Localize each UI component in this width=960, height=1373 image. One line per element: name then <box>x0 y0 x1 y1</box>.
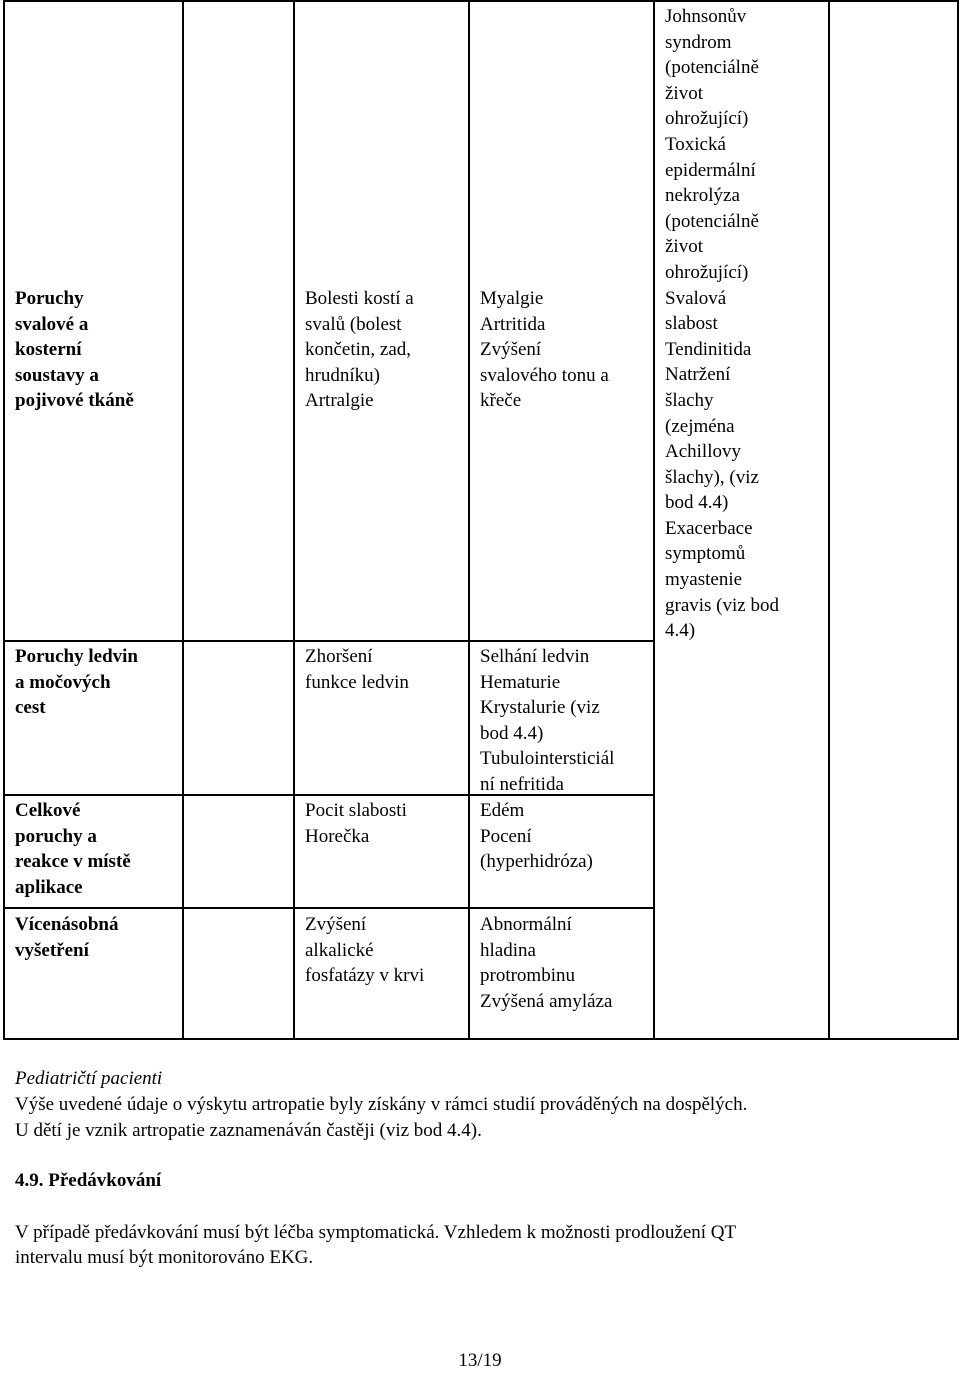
pediatric-line-1: Výše uvedené údaje o výskytu artropatie byly získány v rámci studií prováděných na dospělých. <box>15 1094 748 1115</box>
row-investigations-col2: Abnormální hladina protrombinu Zvýšená amyláza <box>480 914 613 1012</box>
col3-rare-effects: Johnsonův syndrom (potenciálně život ohrožující) Toxická epidermální nekrolýza (potenciálně život ohrožující) Svalová slabost Tendinitida Natržení šlachy (zejména Achillovy šlachy), (viz bod 4.4) Exacerbace symptomů myastenie gravis (viz bod 4.4) <box>665 6 779 642</box>
pediatric-line-2: U dětí je vznik artropatie zaznamenáván častěji (viz bod 4.4). <box>15 1120 482 1141</box>
class-general: Celkové poruchy a reakce v místě aplikace <box>15 800 131 898</box>
class-renal: Poruchy ledvin a močových cest <box>15 646 138 719</box>
row-investigations-col1: Zvýšení alkalické fosfatázy v krvi <box>305 914 425 987</box>
class-investigations: Vícenásobná vyšetření <box>15 914 119 961</box>
section-heading: 4.9. Předávkování <box>15 1170 162 1191</box>
section-line-2: intervalu musí být monitorováno EKG. <box>15 1247 314 1268</box>
page-number: 13/19 <box>458 1350 502 1371</box>
row-musculoskeletal-col2: Myalgie Artritida Zvýšení svalového tonu a křeče <box>480 288 609 412</box>
row-general-col2: Edém Pocení (hyperhidróza) <box>480 800 593 873</box>
section-line-1: V případě předávkování musí být léčba symptomatická. Vzhledem k možnosti prodloužení QT <box>15 1222 737 1243</box>
row-renal-col1: Zhoršení funkce ledvin <box>305 646 409 693</box>
row-general-col1: Pocit slabosti Horečka <box>305 800 407 847</box>
class-musculoskeletal: Poruchy svalové a kosterní soustavy a pojivové tkáně <box>15 288 134 412</box>
row-renal-col2: Selhání ledvin Hematurie Krystalurie (viz bod 4.4) Tubulointersticiál ní nefritida <box>480 646 615 795</box>
pediatric-heading: Pediatričtí pacienti <box>15 1068 163 1089</box>
row-musculoskeletal-col1: Bolesti kostí a svalů (bolest končetin, zad, hrudníku) Artralgie <box>305 288 414 412</box>
